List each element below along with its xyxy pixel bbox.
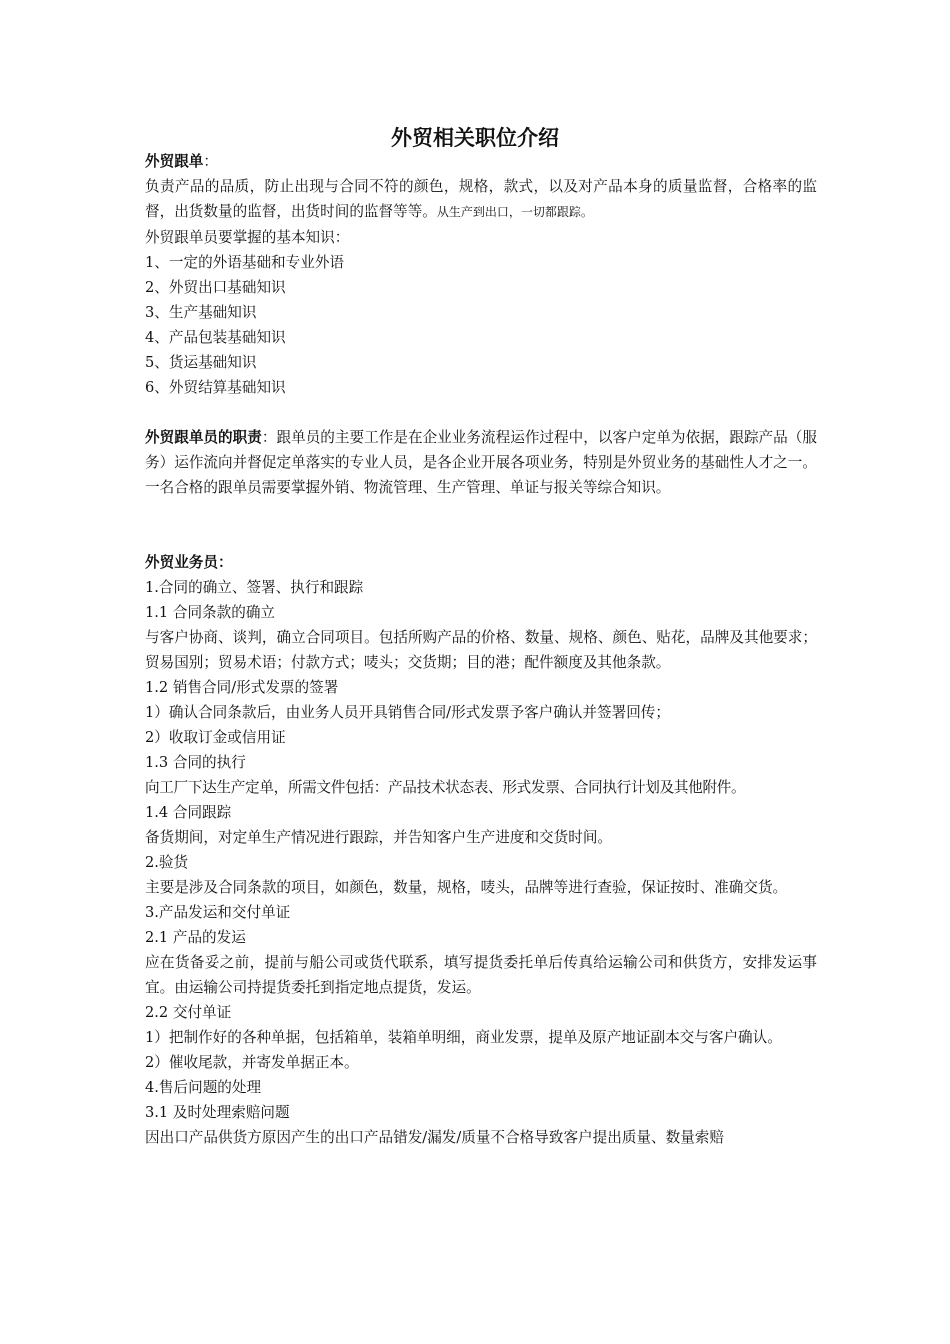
content-line: 1.合同的确立、签署、执行和跟踪 <box>145 579 364 596</box>
heading-colon: ： <box>203 153 218 170</box>
description-small: 从生产到出口，一切都跟踪。 <box>436 205 593 219</box>
list-item: 1、一定的外语基础和专业外语 <box>145 254 345 271</box>
document-title: 外贸相关职位介绍 <box>391 125 559 150</box>
list-item: 6、外贸结算基础知识 <box>145 379 286 396</box>
content-paragraph: 1）把制作好的各种单据，包括箱单，装箱单明细，商业发票，提单及原产地证副本交与客户确认。 <box>145 1029 782 1046</box>
content-line: 因出口产品供货方原因产生的出口产品错发/漏发/质量不合格导致客户提出质量、数量索赔 <box>145 1129 724 1146</box>
content-line: 4.售后问题的处理 <box>145 1079 262 1096</box>
content-line: 1）确认合同条款后，由业务人员开具销售合同/形式发票予客户确认并签署回传； <box>145 704 670 721</box>
duty-paragraph <box>145 425 817 500</box>
content-line: 1.4 合同跟踪 <box>145 804 232 821</box>
section-heading-follow-up <box>145 149 817 174</box>
content-paragraph: 应在货备妥之前，提前与船公司或货代联系，填写提货委托单后传真给运输公司和供货方，安排发运事宜。由运输公司持提货委托到指定地点提货，发运。 <box>145 954 817 996</box>
duty-text: ：跟单员的主要工作是在企业业务流程运作过程中，以客户定单为依据，跟踪产品（服务）运作流向并督促定单落实的专业人员，是各企业开展各项业务，特别是外贸业务的基础性人才之一。一名合格的跟单员需要掌握外销、物流管理、生产管理、单证与报关等综合知识。 <box>145 429 817 496</box>
content-paragraph: 主要是涉及合同条款的项目，如颜色，数量，规格，唛头，品牌等进行查验，保证按时、准确交货。 <box>145 879 788 896</box>
content-line: 2）催收尾款，并寄发单据正本。 <box>145 1054 359 1071</box>
content-line: 3.1 及时处理索赔问题 <box>145 1104 290 1121</box>
content-paragraph: 与客户协商、谈判，确立合同项目。包括所购产品的价格、数量、规格、颜色、贴花，品牌及其他要求；贸易国别；贸易术语；付款方式；唛头；交货期；目的港；配件额度及其他条款。 <box>145 629 817 671</box>
duty-label: 外贸跟单员的职责 <box>145 429 262 446</box>
document-body <box>145 149 817 1150</box>
content-line: 2.验货 <box>145 854 189 871</box>
content-line: 备货期间，对定单生产情况进行跟踪，并告知客户生产进度和交货时间。 <box>145 829 613 846</box>
list-item: 4、产品包装基础知识 <box>145 329 286 346</box>
follow-up-description <box>145 174 817 225</box>
description-main: 负责产品的品质，防止出现与合同不符的颜色，规格，款式，以及对产品本身的质量监督，合格率的监督，出货数量的监督，出货时间的监督等等。 <box>145 178 817 220</box>
list-item: 5、货运基础知识 <box>145 354 257 371</box>
spacer <box>145 500 817 550</box>
content-line: 1.1 合同条款的确立 <box>145 604 276 621</box>
content-line: 1.2 销售合同/形式发票的签署 <box>145 679 339 696</box>
knowledge-intro: 外贸跟单员要掌握的基本知识： <box>145 229 350 246</box>
heading-text: 外贸跟单 <box>145 153 204 170</box>
list-item: 2、外贸出口基础知识 <box>145 279 286 296</box>
content-line: 1.3 合同的执行 <box>145 754 246 771</box>
content-line: 3.产品发运和交付单证 <box>145 904 291 921</box>
heading-text: 外贸业务员： <box>145 554 233 571</box>
content-line: 2）收取订金或信用证 <box>145 729 286 746</box>
section-heading-salesperson <box>145 550 817 575</box>
spacer <box>145 400 817 425</box>
content-line: 2.1 产品的发运 <box>145 929 246 946</box>
list-item: 3、生产基础知识 <box>145 304 257 321</box>
content-line: 2.2 交付单证 <box>145 1004 232 1021</box>
content-paragraph: 向工厂下达生产定单，所需文件包括：产品技术状态表、形式发票、合同执行计划及其他附件。 <box>145 779 746 796</box>
